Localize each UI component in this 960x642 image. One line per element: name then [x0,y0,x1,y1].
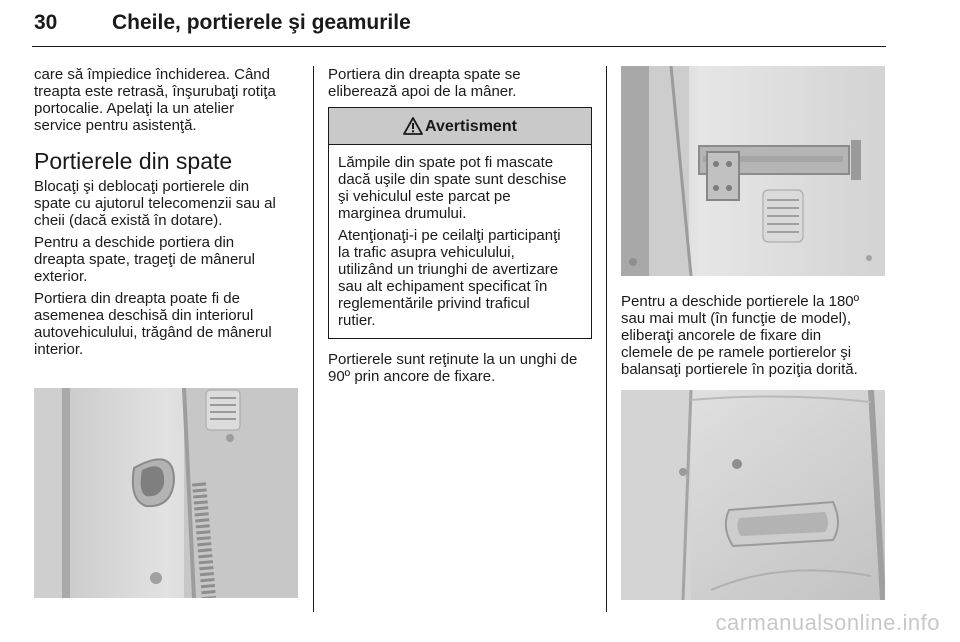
middle-intro: Portiera din dreapta spate se eliberează apoi de la mâner. [328,66,521,100]
warning-paragraph-lamps: Lămpile din spate pot fi mascate dacă uşile din spate sunt deschise şi vehiculul este parcat pe marginea drumului. [338,154,567,222]
warning-paragraph-traffic: Atenţionaţi-i pe ceilalţi participanţi la trafic asupra vehiculului, utilizând un triunghi de avertizare sau alt echipament specificat în reglementările privind traficul rutier. [338,227,561,329]
left-intro: care să împiedice închiderea. Când treapta este retrasă, înşurubaţi rotiţa portocalie. Apelaţi la un atelier service pentru asistenţă. [34,66,276,134]
warning-body [329,145,591,338]
section-heading: Portierele din spate [34,148,233,174]
door-interior-photo [621,390,885,600]
door-handle-photo [34,388,298,598]
middle-column [328,66,592,390]
middle-outro: Portierele sunt reţinute la un unghi de 90º prin ancore de fixare. [328,351,578,385]
warning-box [328,107,592,339]
door-strap-photo [621,66,885,276]
watermark: carmanualsonline.info [715,610,940,635]
warning-title: Avertisment [425,117,517,135]
left-paragraph-interior: Portiera din dreapta poate fi de asemenea deschisă din interiorul autovehiculului, trăgând de mânerul interior. [34,290,272,358]
warning-triangle-icon [403,117,423,135]
column-divider-right [606,66,607,612]
column-divider-left [313,66,314,612]
warning-header [329,108,591,145]
page-header-title: Cheile, portierele şi geamurile [112,11,411,34]
right-column [621,293,885,383]
page-number: 30 [34,11,58,34]
left-paragraph-lock: Blocaţi şi deblocaţi portierele din spate cu ajutorul telecomenzii sau al cheii (dacă există în dotare). [34,178,276,229]
left-column [34,66,304,363]
right-paragraph: Pentru a deschide portierele la 180º sau mai mult (în funcţie de model), eliberaţi ancorele de fixare din clemele de pe ramele portierelor şi balansaţi portierele în poziţia dorită. [621,293,860,378]
left-paragraph-open: Pentru a deschide portiera din dreapta spate, trageţi de mânerul exterior. [34,234,255,285]
header-rule [32,46,886,47]
